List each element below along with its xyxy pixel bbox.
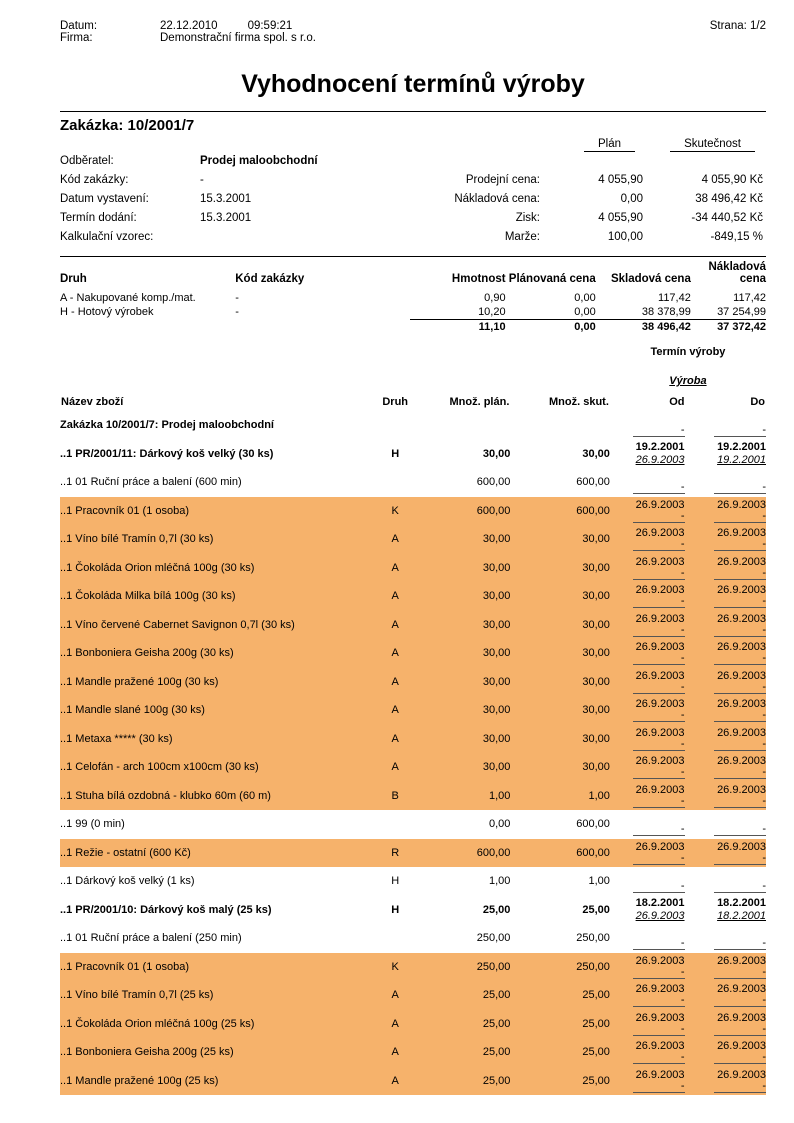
- row-druh: H: [391, 447, 400, 460]
- row-druh: A: [391, 761, 399, 774]
- row-do: 26.9.2003 -: [691, 753, 766, 782]
- prodejni-cena-unit: Kč: [749, 174, 763, 186]
- row-mnoz-skut: 600,00: [576, 476, 610, 489]
- row-do: 26.9.2003 -: [691, 582, 766, 611]
- row-od: 26.9.2003 -: [610, 668, 691, 697]
- row-do: 26.9.2003 -: [691, 639, 766, 668]
- row-mnoz-skut: 25,00: [582, 903, 610, 916]
- druh-cell-naklad: 117,42: [733, 292, 766, 304]
- row-name: ..1 Mandle pražené 100g (25 ks): [60, 1074, 219, 1087]
- row-mnoz-skut: 25,00: [582, 1017, 610, 1030]
- items-header-druh: Druh: [382, 396, 409, 408]
- table-row[interactable]: [60, 867, 766, 896]
- row-druh: A: [391, 533, 399, 546]
- row-druh: A: [391, 561, 399, 574]
- row-mnoz-plan: 1,00: [488, 789, 511, 802]
- row-name: ..1 Dárkový koš velký (1 ks): [60, 875, 195, 888]
- row-druh: [374, 810, 416, 839]
- items-header-group-row: [60, 338, 766, 367]
- row-mnoz-plan: 30,00: [482, 704, 511, 717]
- row-mnoz-skut: 25,00: [582, 1046, 610, 1059]
- row-mnoz-plan: 30,00: [482, 618, 511, 631]
- row-do: -: [691, 468, 766, 497]
- druh-row: [60, 291, 766, 305]
- row-od: 26.9.2003 -: [610, 753, 691, 782]
- odberatel-value: Prodej maloobchodní: [200, 155, 318, 167]
- row-mnoz-plan: 30,00: [482, 732, 511, 745]
- order-row-termin: [60, 212, 766, 231]
- marze-unit: %: [752, 231, 763, 243]
- row-do: 26.9.2003 -: [691, 782, 766, 811]
- header-firm-row: [60, 32, 766, 44]
- row-do: -: [691, 924, 766, 953]
- druh-total-row: [60, 320, 766, 335]
- order-summary: [60, 138, 766, 250]
- row-name: ..1 PR/2001/10: Dárkový koš malý (25 ks): [60, 903, 272, 916]
- order-row-odberatel: [60, 155, 766, 174]
- row-do: 26.9.2003 -: [691, 839, 766, 868]
- items-header-row: [60, 367, 766, 396]
- table-row[interactable]: [60, 582, 766, 611]
- row-name: ..1 Víno bílé Tramín 0,7l (30 ks): [60, 533, 214, 546]
- row-od: 26.9.2003 -: [610, 639, 691, 668]
- row-mnoz-skut: 1,00: [588, 789, 610, 802]
- skut-column-header: Skutečnost: [670, 138, 755, 152]
- row-name: ..1 Čokoláda Orion mléčná 100g (25 ks): [60, 1017, 255, 1030]
- druh-cell-plan: 0,00: [574, 306, 596, 318]
- row-name: ..1 01 Ruční práce a balení (600 min): [60, 476, 242, 489]
- row-name: ..1 Metaxa ***** (30 ks): [60, 732, 173, 745]
- datum-vystaveni-label: Datum vystavení:: [60, 193, 149, 205]
- order-heading: Zakázka: 10/2001/7: [60, 117, 195, 134]
- row-druh: A: [391, 1046, 399, 1059]
- row-od: 26.9.2003 -: [610, 1038, 691, 1067]
- row-do: 26.9.2003 -: [691, 554, 766, 583]
- table-row[interactable]: [60, 1010, 766, 1039]
- druh-cell-name: A - Nakupované komp./mat.: [60, 292, 196, 304]
- marze-label: Marže:: [504, 231, 540, 243]
- row-druh: A: [391, 732, 399, 745]
- prodejni-cena-label: Prodejní cena:: [465, 174, 540, 186]
- row-mnoz-skut: 30,00: [582, 732, 610, 745]
- row-od: 26.9.2003 -: [610, 696, 691, 725]
- document-header: [60, 20, 766, 56]
- table-row[interactable]: [60, 1038, 766, 1067]
- druh-total-plan: 0,00: [506, 320, 596, 335]
- row-mnoz-skut: 600,00: [576, 846, 610, 859]
- row-od: -: [610, 468, 691, 497]
- row-mnoz-skut: 30,00: [582, 761, 610, 774]
- druh-header-sklad: Skladová cena: [610, 273, 691, 285]
- items-header-name: Název zboží: [61, 396, 124, 408]
- table-row[interactable]: [60, 782, 766, 811]
- row-do: -: [691, 810, 766, 839]
- row-mnoz-plan: 25,00: [482, 989, 511, 1002]
- report-sheet: [60, 20, 766, 1095]
- row-mnoz-plan: 25,00: [482, 1017, 511, 1030]
- row-name: Zakázka 10/2001/7: Prodej maloobchodní: [60, 419, 274, 432]
- row-mnoz-plan: 30,00: [482, 447, 511, 460]
- row-mnoz-plan: 25,00: [482, 903, 511, 916]
- row-od: 26.9.2003 -: [610, 839, 691, 868]
- row-mnoz-skut: 250,00: [576, 932, 610, 945]
- druh-header-row: [60, 257, 766, 291]
- zisk-unit: Kč: [749, 212, 763, 224]
- row-druh: A: [391, 989, 399, 1002]
- date-label: Datum:: [60, 20, 98, 32]
- row-mnoz-plan: 600,00: [476, 504, 511, 517]
- time-value: 09:59:21: [247, 20, 293, 32]
- row-mnoz-skut: 600,00: [576, 504, 610, 517]
- prodejni-cena-skut: 4 055,90: [701, 174, 747, 186]
- header-date-row: [60, 20, 766, 32]
- table-row[interactable]: [60, 696, 766, 725]
- row-mnoz-skut: 25,00: [582, 989, 610, 1002]
- row-druh: A: [391, 590, 399, 603]
- druh-header-kod: Kód zakázky: [235, 273, 305, 285]
- row-druh: [374, 411, 416, 440]
- zisk-skut: -34 440,52: [691, 212, 747, 224]
- row-druh: [374, 468, 416, 497]
- table-row[interactable]: [60, 924, 766, 953]
- nakladova-cena-skut: 38 496,42: [695, 193, 747, 205]
- row-od: 26.9.2003 -: [610, 611, 691, 640]
- row-do: -: [691, 867, 766, 896]
- row-do: 26.9.2003 -: [691, 1010, 766, 1039]
- row-name: ..1 Mandle pražené 100g (30 ks): [60, 675, 219, 688]
- row-name: ..1 Víno bílé Tramín 0,7l (25 ks): [60, 989, 214, 1002]
- row-mnoz-skut: 30,00: [582, 533, 610, 546]
- row-mnoz-plan: 25,00: [482, 1046, 511, 1059]
- row-od: 26.9.2003 -: [610, 497, 691, 526]
- row-do: 26.9.2003 -: [691, 725, 766, 754]
- row-od: 18.2.2001 26.9.2003: [635, 897, 685, 922]
- items-header-termin: Termín výroby: [650, 346, 726, 359]
- druh-cell-kod: -: [235, 306, 239, 319]
- row-mnoz-plan: 30,00: [482, 761, 511, 774]
- table-row[interactable]: [60, 1067, 766, 1096]
- firm-value: Demonstrační firma spol. s r.o.: [160, 32, 316, 44]
- order-row-datum: [60, 193, 766, 212]
- table-row[interactable]: [60, 953, 766, 982]
- row-od: 26.9.2003 -: [610, 782, 691, 811]
- row-od: 26.9.2003 -: [610, 582, 691, 611]
- druh-cell-name: H - Hotový výrobek: [60, 306, 154, 319]
- row-od: 26.9.2003 -: [610, 554, 691, 583]
- order-row-vzorec: [60, 231, 766, 250]
- row-mnoz-plan: 0,00: [488, 818, 511, 831]
- row-mnoz-plan: 30,00: [482, 675, 511, 688]
- druh-cell-plan: 0,00: [574, 292, 596, 304]
- items-header-plan: Množ. plán.: [449, 396, 510, 408]
- items-header-do: Do: [750, 396, 765, 408]
- termin-dodani-label: Termín dodání:: [60, 212, 137, 224]
- row-od: 26.9.2003 -: [610, 1067, 691, 1096]
- row-mnoz-plan: 600,00: [476, 476, 511, 489]
- row-mnoz-skut: 600,00: [576, 818, 610, 831]
- row-mnoz-plan: 30,00: [482, 647, 511, 660]
- zisk-label: Zisk:: [515, 212, 540, 224]
- druh-cell-kod: -: [235, 292, 239, 304]
- firm-label: Firma:: [60, 32, 93, 44]
- row-od: -: [610, 411, 691, 440]
- row-od: 26.9.2003 -: [610, 525, 691, 554]
- druh-total-sklad: 38 496,42: [596, 320, 691, 335]
- druh-row: [60, 305, 766, 320]
- row-od: -: [610, 924, 691, 953]
- row-do: 26.9.2003 -: [691, 1038, 766, 1067]
- druh-cell-hmotnost: 10,20: [478, 306, 506, 318]
- druh-cell-hmotnost: 0,90: [484, 292, 506, 304]
- table-row[interactable]: [60, 440, 766, 469]
- row-mnoz-plan: 30,00: [482, 533, 511, 546]
- table-row[interactable]: [60, 896, 766, 925]
- row-druh: A: [391, 1017, 399, 1030]
- date-value: 22.12.2010: [160, 20, 218, 32]
- termin-dodani-value: 15.3.2001: [200, 212, 252, 224]
- row-od: 26.9.2003 -: [610, 953, 691, 982]
- page-number: Strana: 1/2: [709, 20, 766, 32]
- items-table: [60, 338, 766, 1095]
- row-od: -: [610, 867, 691, 896]
- row-druh: [374, 924, 416, 953]
- row-mnoz-plan: 30,00: [482, 590, 511, 603]
- table-row[interactable]: [60, 725, 766, 754]
- row-do: 26.9.2003 -: [691, 981, 766, 1010]
- row-mnoz-plan: 25,00: [482, 1074, 511, 1087]
- row-mnoz-skut: 30,00: [582, 447, 610, 460]
- row-name: ..1 Bonboniera Geisha 200g (25 ks): [60, 1046, 234, 1059]
- row-druh: R: [391, 846, 400, 859]
- table-row[interactable]: [60, 668, 766, 697]
- druh-header-hmotnost: Hmotnost: [451, 273, 506, 285]
- row-mnoz-skut: 30,00: [582, 590, 610, 603]
- row-mnoz-plan: [416, 411, 510, 440]
- row-do: 26.9.2003 -: [691, 1067, 766, 1096]
- row-druh: B: [391, 789, 399, 802]
- druh-header-plan: Plánovaná cena: [508, 273, 596, 285]
- table-row[interactable]: [60, 611, 766, 640]
- items-body: [60, 411, 766, 1095]
- row-mnoz-plan: 1,00: [488, 875, 511, 888]
- row-druh: K: [391, 960, 399, 973]
- table-row[interactable]: [60, 810, 766, 839]
- row-mnoz-plan: 30,00: [482, 561, 511, 574]
- order-summary-col-headers: [60, 138, 766, 155]
- druh-header-druh: Druh: [60, 273, 87, 285]
- row-mnoz-plan: 250,00: [476, 960, 511, 973]
- table-row[interactable]: [60, 639, 766, 668]
- row-mnoz-skut: 30,00: [582, 704, 610, 717]
- row-do: 26.9.2003 -: [691, 611, 766, 640]
- plan-column-header: Plán: [584, 138, 635, 152]
- prodejni-cena-plan: 4 055,90: [598, 174, 643, 186]
- order-row-kod: [60, 174, 766, 193]
- nakladova-cena-plan: 0,00: [620, 193, 643, 205]
- row-mnoz-plan: 600,00: [476, 846, 511, 859]
- row-druh: K: [391, 504, 399, 517]
- druh-cell-sklad: 38 378,99: [641, 306, 691, 318]
- table-row[interactable]: [60, 411, 766, 440]
- row-do: 26.9.2003 -: [691, 525, 766, 554]
- table-row[interactable]: [60, 839, 766, 868]
- row-od: 26.9.2003 -: [610, 981, 691, 1010]
- row-druh: H: [391, 875, 400, 888]
- table-row[interactable]: [60, 525, 766, 554]
- row-od: -: [610, 810, 691, 839]
- row-name: ..1 PR/2001/11: Dárkový koš velký (30 ks): [60, 447, 274, 460]
- marze-skut: -849,15: [710, 231, 750, 243]
- kod-zakazky-value: -: [200, 174, 204, 186]
- row-name: ..1 Čokoláda Milka bílá 100g (30 ks): [60, 590, 236, 603]
- marze-plan: 100,00: [607, 231, 643, 243]
- row-mnoz-plan: 250,00: [476, 932, 511, 945]
- table-row[interactable]: [60, 497, 766, 526]
- kalkulacni-vzorec-label: Kalkulační vzorec:: [60, 231, 154, 243]
- row-druh: A: [391, 704, 399, 717]
- druh-total-naklad: 37 372,42: [691, 320, 766, 335]
- row-do: 26.9.2003 -: [691, 953, 766, 982]
- row-name: ..1 Stuha bílá ozdobná - klubko 60m (60 m): [60, 789, 271, 802]
- row-mnoz-skut: 1,00: [588, 875, 610, 888]
- row-name: ..1 Pracovník 01 (1 osoba): [60, 960, 190, 973]
- row-do: 19.2.2001 19.2.2001: [717, 441, 766, 466]
- druh-cell-naklad: 37 254,99: [717, 306, 766, 318]
- nakladova-cena-unit: Kč: [749, 193, 763, 205]
- row-mnoz-skut: 30,00: [582, 618, 610, 631]
- row-do: -: [691, 411, 766, 440]
- druh-total-hmotnost: 11,10: [410, 320, 505, 335]
- row-do: 26.9.2003 -: [691, 696, 766, 725]
- row-name: ..1 Víno červené Cabernet Savignon 0,7l (30 ks): [60, 618, 295, 631]
- row-name: ..1 Pracovník 01 (1 osoba): [60, 504, 190, 517]
- table-row[interactable]: [60, 753, 766, 782]
- row-name: ..1 Celofán - arch 100cm x100cm (30 ks): [60, 761, 259, 774]
- table-row[interactable]: [60, 468, 766, 497]
- items-header-od: Od: [669, 396, 685, 408]
- row-name: ..1 Čokoláda Orion mléčná 100g (30 ks): [60, 561, 255, 574]
- row-mnoz-skut: 250,00: [576, 960, 610, 973]
- row-name: ..1 Mandle slané 100g (30 ks): [60, 704, 205, 717]
- row-druh: A: [391, 1074, 399, 1087]
- row-mnoz-skut: 25,00: [582, 1074, 610, 1087]
- row-mnoz-skut: 30,00: [582, 647, 610, 660]
- row-od: 26.9.2003 -: [610, 1010, 691, 1039]
- druh-table: [60, 257, 766, 334]
- items-header-skut: Množ. skut.: [549, 396, 609, 408]
- items-header-vyroba: Výroba: [669, 374, 707, 387]
- row-do: 26.9.2003 -: [691, 497, 766, 526]
- zisk-plan: 4 055,90: [598, 212, 643, 224]
- datum-vystaveni-value: 15.3.2001: [200, 193, 252, 205]
- divider-top: [60, 111, 766, 112]
- row-druh: A: [391, 675, 399, 688]
- row-do: 18.2.2001 18.2.2001: [717, 897, 766, 922]
- row-od: 26.9.2003 -: [610, 725, 691, 754]
- items-header-row-2: [60, 395, 766, 411]
- table-row[interactable]: [60, 554, 766, 583]
- row-druh: A: [391, 618, 399, 631]
- kod-zakazky-label: Kód zakázky:: [60, 174, 129, 186]
- nakladova-cena-label: Nákladová cena:: [454, 193, 540, 205]
- row-mnoz-skut: 30,00: [582, 675, 610, 688]
- row-druh: A: [391, 647, 399, 660]
- table-row[interactable]: [60, 981, 766, 1010]
- row-name: ..1 01 Ruční práce a balení (250 min): [60, 932, 242, 945]
- row-od: 19.2.2001 26.9.2003: [635, 441, 685, 466]
- row-druh: H: [391, 903, 400, 916]
- row-do: 26.9.2003 -: [691, 668, 766, 697]
- row-name: ..1 Bonboniera Geisha 200g (30 ks): [60, 647, 234, 660]
- page-title: Vyhodnocení termínů výroby: [241, 70, 585, 98]
- druh-header-naklad: Nákladová cena: [708, 261, 766, 285]
- row-mnoz-skut: [510, 411, 610, 440]
- druh-cell-sklad: 117,42: [658, 292, 691, 304]
- odberatel-label: Odběratel:: [60, 155, 114, 167]
- row-mnoz-skut: 30,00: [582, 561, 610, 574]
- row-name: ..1 Režie - ostatní (600 Kč): [60, 846, 191, 859]
- row-name: ..1 99 (0 min): [60, 818, 125, 831]
